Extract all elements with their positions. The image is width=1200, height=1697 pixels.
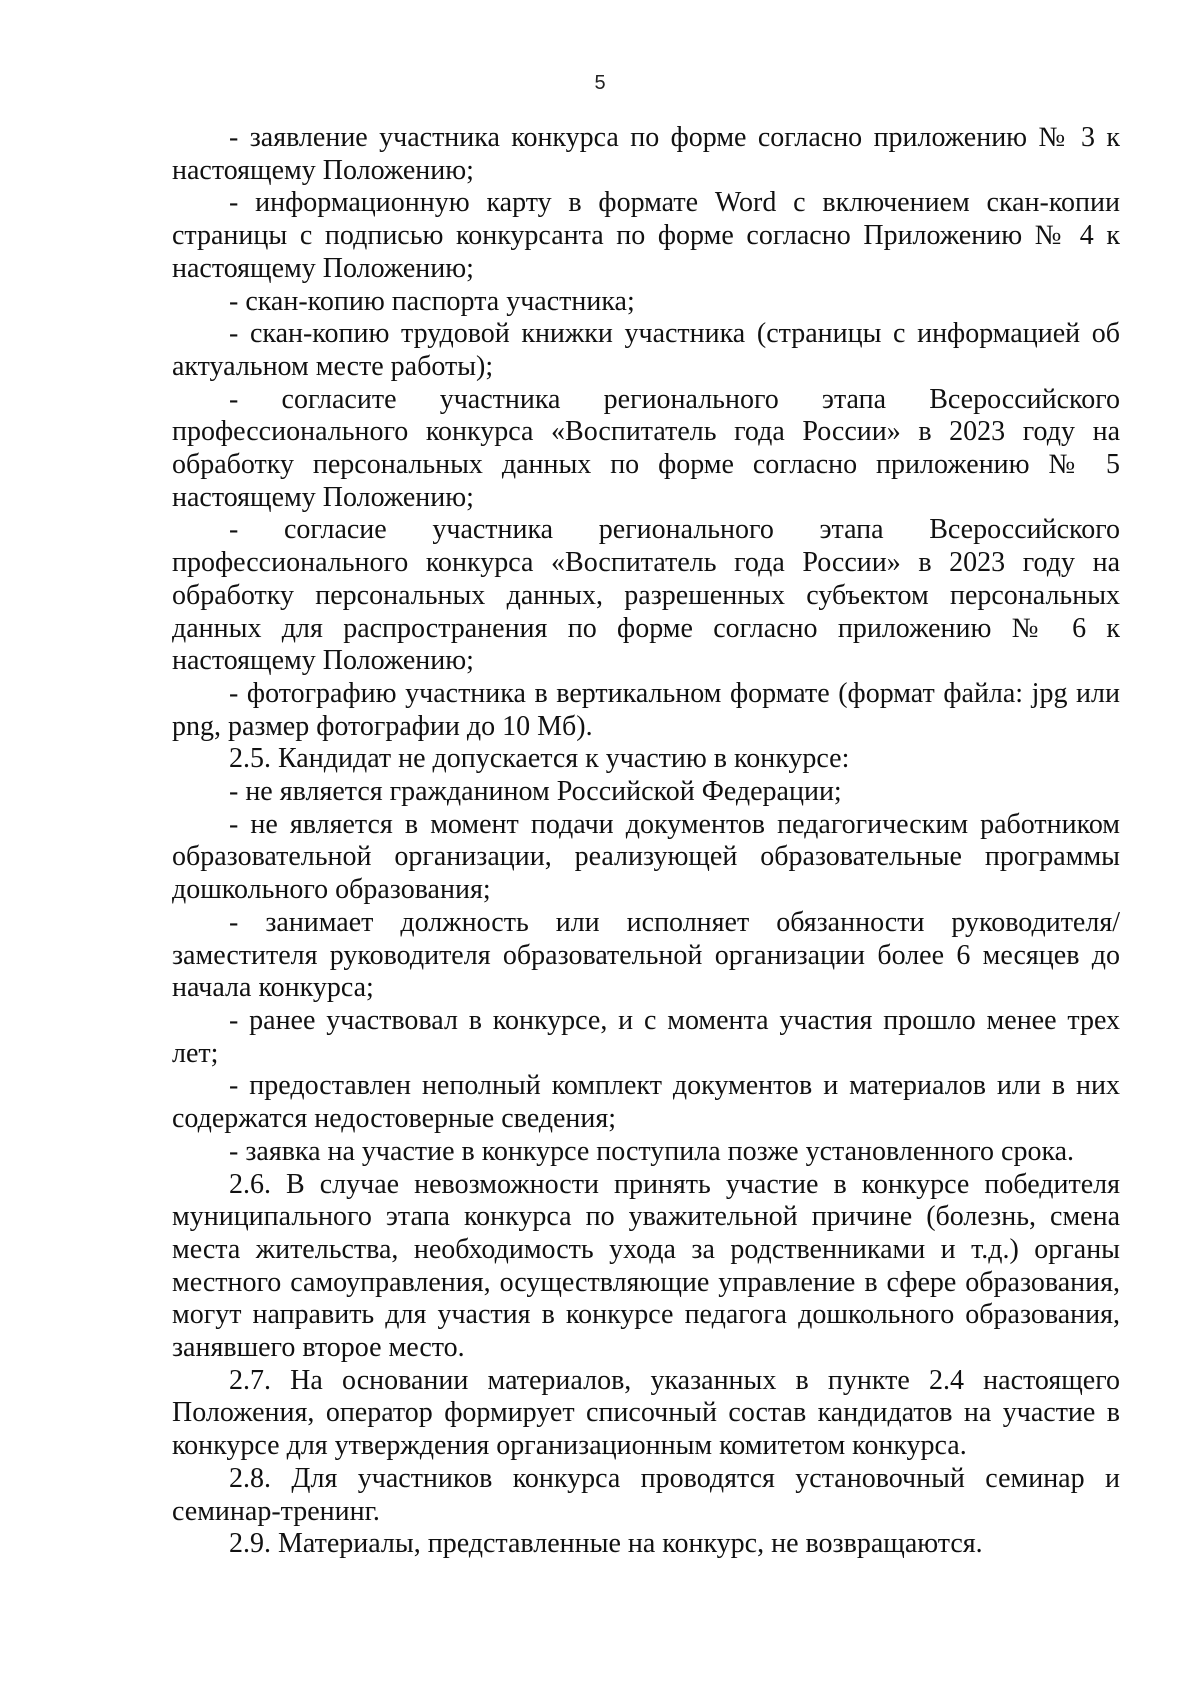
clause-2-7: 2.7. На основании материалов, указанных в пункте 2.4 настоящего Положения, оператор формирует списочный состав кандидатов на участие в конкурсе для утверждения организационным комитетом конкурса. bbox=[172, 1364, 1120, 1462]
list-item-passport-scan: - скан-копию паспорта участника; bbox=[229, 285, 635, 317]
list-item-personal-data-consent: - согласите участника регионального этапа Всероссийского профессионального конкурса «Воспитатель года России» в 2023 году на обработку персональных данных по форме согласно приложению № 5 настоящему Положению; bbox=[172, 383, 1120, 513]
list-item-previous-participation: - ранее участвовал в конкурсе, и с момента участия прошло менее трех лет; bbox=[172, 1004, 1120, 1069]
list-item-application-form: - заявление участника конкурса по форме согласно приложению № 3 к настоящему Положению; bbox=[172, 122, 1120, 186]
list-item-not-citizen: - не является гражданином Российской Федерации; bbox=[229, 776, 842, 808]
page-number: 5 bbox=[594, 72, 606, 94]
list-item-late-application: - заявка на участие в конкурсе поступила позже установленного срока. bbox=[229, 1135, 1075, 1167]
list-item-info-card: - информационную карту в формате Word с включением скан-копии страницы с подписью конкурсанта по форме согласно Приложению № 4 к настоящему Положению; bbox=[172, 187, 1120, 284]
list-item-incomplete-documents: - предоставлен неполный комплект документов и материалов или в них содержатся недостоверные сведения; bbox=[172, 1070, 1120, 1135]
clause-2-8: 2.8. Для участников конкурса проводятся установочный семинар и семинар-тренинг. bbox=[172, 1462, 1120, 1527]
clause-2-9: 2.9. Материалы, представленные на конкурс, не возвращаются. bbox=[229, 1528, 983, 1560]
list-item-photo: - фотографию участника в вертикальном формате (формат файла: jpg или png, размер фотографии до 10 Мб). bbox=[172, 677, 1120, 742]
clause-2-5: 2.5. Кандидат не допускается к участию в конкурсе: bbox=[229, 743, 850, 775]
list-item-not-teacher: - не является в момент подачи документов педагогическим работником образовательной организации, реализующей образовательные программы дошкольного образования; bbox=[172, 808, 1120, 906]
list-item-distribution-consent: - согласие участника регионального этапа Всероссийского профессионального конкурса «Воспитатель года России» в 2023 году на обработку персональных данных, разрешенных субъектом персональных данных для распространения по форме согласно приложению № 6 к настоящему Положению; bbox=[172, 514, 1120, 677]
clause-2-6: 2.6. В случае невозможности принять участие в конкурсе победителя муниципального этапа конкурса по уважительной причине (болезнь, смена места жительства, необходимость ухода за родственниками и т.д.) органы местного самоуправления, осуществляющие управление в сфере образования, могут направить для участия в конкурсе педагога дошкольного образования, занявшего второе место. bbox=[172, 1168, 1120, 1364]
list-item-manager-position: - занимает должность или исполняет обязанности руководителя/ заместителя руководителя образовательной организации более 6 месяцев до начала конкурса; bbox=[172, 906, 1120, 1004]
document-body bbox=[172, 122, 1120, 1561]
list-item-employment-book-scan: - скан-копию трудовой книжки участника (страницы с информацией об актуальном месте работы); bbox=[172, 318, 1120, 382]
